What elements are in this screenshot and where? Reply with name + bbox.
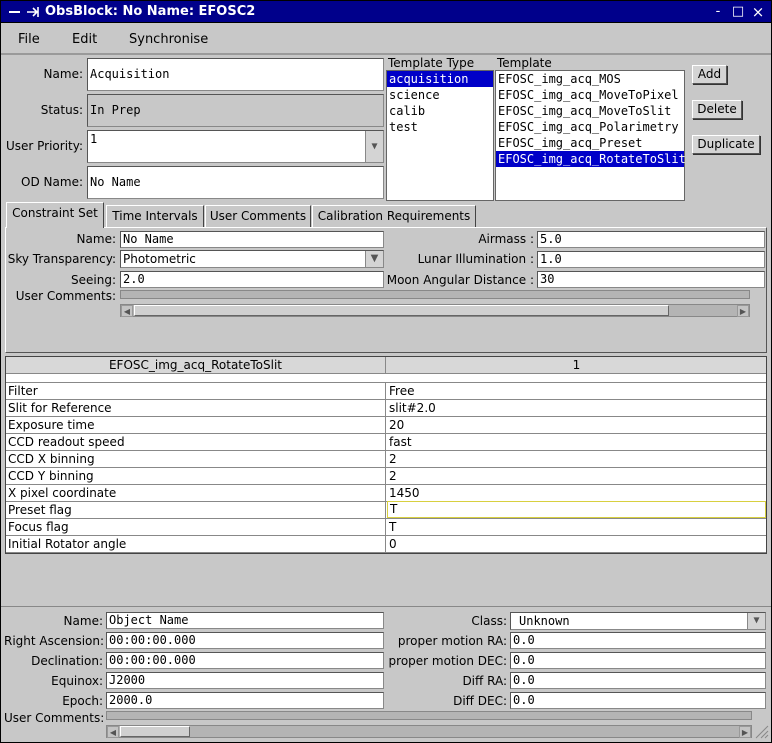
menu-edit[interactable]: Edit bbox=[72, 32, 98, 47]
close-icon[interactable]: × bbox=[751, 3, 765, 21]
table-row[interactable] bbox=[6, 468, 766, 485]
cs-name-input[interactable]: No Name bbox=[120, 231, 384, 248]
template-type-header: Template Type bbox=[388, 56, 475, 70]
template-list[interactable] bbox=[495, 70, 685, 201]
scroll-thumb[interactable] bbox=[134, 305, 669, 316]
ob-status-label: Status: bbox=[40, 103, 83, 117]
ra-label: Right Ascension: bbox=[4, 634, 105, 648]
sky-transparency-label: Sky Transparency: bbox=[7, 252, 116, 266]
scroll-right-icon[interactable]: ▶ bbox=[739, 726, 751, 738]
table-body bbox=[6, 383, 766, 553]
template-item[interactable]: EFOSC_img_acq_MoveToSlit bbox=[498, 104, 672, 118]
table-spacer bbox=[6, 374, 766, 383]
table-row[interactable] bbox=[6, 502, 766, 519]
seeing-label: Seeing: bbox=[71, 273, 116, 287]
param-name-cell: Exposure time bbox=[6, 417, 386, 433]
param-name-cell: Filter bbox=[6, 383, 386, 399]
user-priority-select[interactable] bbox=[87, 130, 384, 163]
tab-constraint-set[interactable]: Constraint Set bbox=[6, 202, 104, 228]
od-name-label: OD Name: bbox=[21, 175, 83, 189]
cs-name-label: Name: bbox=[76, 232, 116, 246]
table-row[interactable] bbox=[6, 451, 766, 468]
table-row[interactable] bbox=[6, 434, 766, 451]
menu-synchronise[interactable]: Synchronise bbox=[129, 32, 209, 47]
parameter-table bbox=[5, 356, 767, 554]
title-bar[interactable] bbox=[1, 1, 771, 23]
diff-dec-label: Diff DEC: bbox=[453, 694, 507, 708]
param-name-cell: Focus flag bbox=[6, 519, 386, 535]
dec-label: Declination: bbox=[31, 654, 103, 668]
epoch-input[interactable]: 2000.0 bbox=[106, 692, 384, 709]
pin-icon[interactable] bbox=[25, 4, 41, 20]
template-type-item[interactable]: science bbox=[389, 88, 440, 102]
template-item[interactable]: EFOSC_img_acq_MoveToPixel bbox=[498, 88, 679, 102]
param-value-cell[interactable]: T bbox=[389, 520, 397, 534]
table-header-row bbox=[6, 357, 766, 374]
user-priority-value: 1 bbox=[90, 132, 98, 146]
ob-status-value: In Prep bbox=[87, 94, 384, 127]
table-header-template[interactable]: EFOSC_img_acq_RotateToSlit bbox=[6, 357, 386, 373]
maximize-icon[interactable]: □ bbox=[731, 4, 745, 19]
table-row[interactable] bbox=[6, 383, 766, 400]
param-value-cell[interactable]: 2 bbox=[389, 469, 397, 483]
class-value: Unknown bbox=[519, 614, 570, 628]
param-name-cell: CCD Y binning bbox=[6, 468, 386, 484]
template-type-item[interactable]: calib bbox=[389, 104, 426, 118]
target-comments-scrollbar[interactable] bbox=[106, 725, 752, 738]
ob-name-label: Name: bbox=[43, 67, 83, 81]
class-label: Class: bbox=[471, 614, 507, 628]
duplicate-button[interactable]: Duplicate bbox=[692, 135, 760, 154]
ob-name-input[interactable]: Acquisition bbox=[87, 58, 384, 91]
target-name-label: Name: bbox=[63, 614, 103, 628]
param-name-cell: X pixel coordinate bbox=[6, 485, 386, 501]
moon-distance-label: Moon Angular Distance : bbox=[386, 273, 534, 287]
minimize-icon[interactable]: - bbox=[715, 4, 721, 19]
param-value-cell[interactable]: T bbox=[387, 501, 766, 518]
sky-transparency-select[interactable] bbox=[120, 250, 384, 268]
equinox-input[interactable]: J2000 bbox=[106, 672, 384, 689]
tab-calibration-requirements[interactable]: Calibration Requirements bbox=[312, 205, 476, 227]
diff-ra-input[interactable]: 0.0 bbox=[510, 672, 766, 689]
menu-file[interactable]: File bbox=[18, 32, 40, 47]
target-comments-area[interactable] bbox=[106, 711, 752, 720]
param-value-cell[interactable]: slit#2.0 bbox=[389, 401, 436, 415]
sky-transparency-value: Photometric bbox=[123, 252, 196, 266]
template-item[interactable]: EFOSC_img_acq_RotateToSlit bbox=[498, 152, 686, 166]
pm-ra-input[interactable]: 0.0 bbox=[510, 632, 766, 649]
template-type-item[interactable]: test bbox=[389, 120, 418, 134]
class-select[interactable] bbox=[510, 612, 766, 630]
table-row[interactable] bbox=[6, 519, 766, 536]
table-header-column[interactable]: 1 bbox=[572, 358, 581, 372]
param-name-cell: Preset flag bbox=[6, 502, 386, 518]
chevron-down-icon[interactable]: ▼ bbox=[365, 131, 383, 162]
tab-time-intervals[interactable]: Time Intervals bbox=[106, 205, 204, 227]
table-row[interactable] bbox=[6, 417, 766, 434]
epoch-label: Epoch: bbox=[62, 694, 103, 708]
cs-comments-label: User Comments: bbox=[15, 289, 116, 303]
scroll-right-icon[interactable]: ▶ bbox=[737, 305, 749, 317]
param-name-cell: CCD readout speed bbox=[6, 434, 386, 450]
param-value-cell[interactable]: 1450 bbox=[389, 486, 420, 500]
airmass-label: Airmass : bbox=[478, 232, 534, 246]
menu-bar bbox=[1, 23, 771, 55]
seeing-input[interactable]: 2.0 bbox=[120, 271, 384, 288]
table-row[interactable] bbox=[6, 400, 766, 417]
param-value-cell[interactable]: fast bbox=[389, 435, 412, 449]
template-header: Template bbox=[497, 56, 552, 70]
template-type-item[interactable]: acquisition bbox=[387, 71, 493, 87]
target-name-input[interactable]: Object Name bbox=[106, 612, 384, 629]
window-menu-icon[interactable] bbox=[7, 4, 23, 20]
moon-distance-input[interactable]: 30 bbox=[537, 271, 765, 288]
pm-dec-input[interactable]: 0.0 bbox=[510, 652, 766, 669]
cs-comments-area[interactable] bbox=[120, 290, 750, 299]
scroll-left-icon[interactable]: ◀ bbox=[107, 726, 119, 738]
equinox-label: Equinox: bbox=[51, 674, 103, 688]
diff-dec-input[interactable]: 0.0 bbox=[510, 692, 766, 709]
scroll-thumb[interactable] bbox=[120, 726, 190, 737]
od-name-input[interactable]: No Name bbox=[87, 166, 384, 199]
divider bbox=[1, 606, 771, 607]
user-priority-label: User Priority: bbox=[5, 139, 83, 153]
param-value-cell[interactable]: Free bbox=[389, 384, 415, 398]
template-item[interactable]: EFOSC_img_acq_Preset bbox=[498, 136, 643, 150]
tab-user-comments[interactable]: User Comments bbox=[205, 205, 311, 227]
resize-grip-icon[interactable] bbox=[752, 722, 770, 740]
delete-button[interactable]: Delete bbox=[692, 100, 742, 119]
lunar-illumination-input[interactable]: 1.0 bbox=[537, 251, 765, 268]
template-item[interactable]: EFOSC_img_acq_MOS bbox=[498, 72, 621, 86]
airmass-input[interactable]: 5.0 bbox=[537, 231, 765, 248]
chevron-down-icon[interactable]: ▼ bbox=[747, 613, 765, 629]
target-comments-label: User Comments: bbox=[4, 711, 105, 725]
template-type-list[interactable] bbox=[386, 70, 494, 201]
table-row[interactable] bbox=[6, 485, 766, 502]
cs-comments-scrollbar[interactable] bbox=[120, 304, 750, 317]
pm-dec-label: proper motion DEC: bbox=[388, 654, 507, 668]
param-value-cell[interactable]: 2 bbox=[389, 452, 397, 466]
window-title: ObsBlock: No Name: EFOSC2 bbox=[45, 4, 256, 19]
param-value-cell[interactable]: 20 bbox=[389, 418, 405, 432]
template-item[interactable]: EFOSC_img_acq_Polarimetry bbox=[498, 120, 679, 134]
dec-input[interactable]: 00:00:00.000 bbox=[106, 652, 384, 669]
lunar-illumination-label: Lunar Illumination : bbox=[417, 252, 534, 266]
scroll-left-icon[interactable]: ◀ bbox=[121, 305, 133, 317]
param-name-cell: CCD X binning bbox=[6, 451, 386, 467]
pm-ra-label: proper motion RA: bbox=[397, 634, 507, 648]
diff-ra-label: Diff RA: bbox=[462, 674, 507, 688]
param-name-cell: Initial Rotator angle bbox=[6, 536, 386, 552]
chevron-down-icon[interactable]: ▼ bbox=[365, 251, 383, 267]
add-button[interactable]: Add bbox=[692, 65, 727, 84]
param-name-cell: Slit for Reference bbox=[6, 400, 386, 416]
table-row[interactable] bbox=[6, 536, 766, 553]
param-value-cell[interactable]: 0 bbox=[389, 537, 397, 551]
ra-input[interactable]: 00:00:00.000 bbox=[106, 632, 384, 649]
